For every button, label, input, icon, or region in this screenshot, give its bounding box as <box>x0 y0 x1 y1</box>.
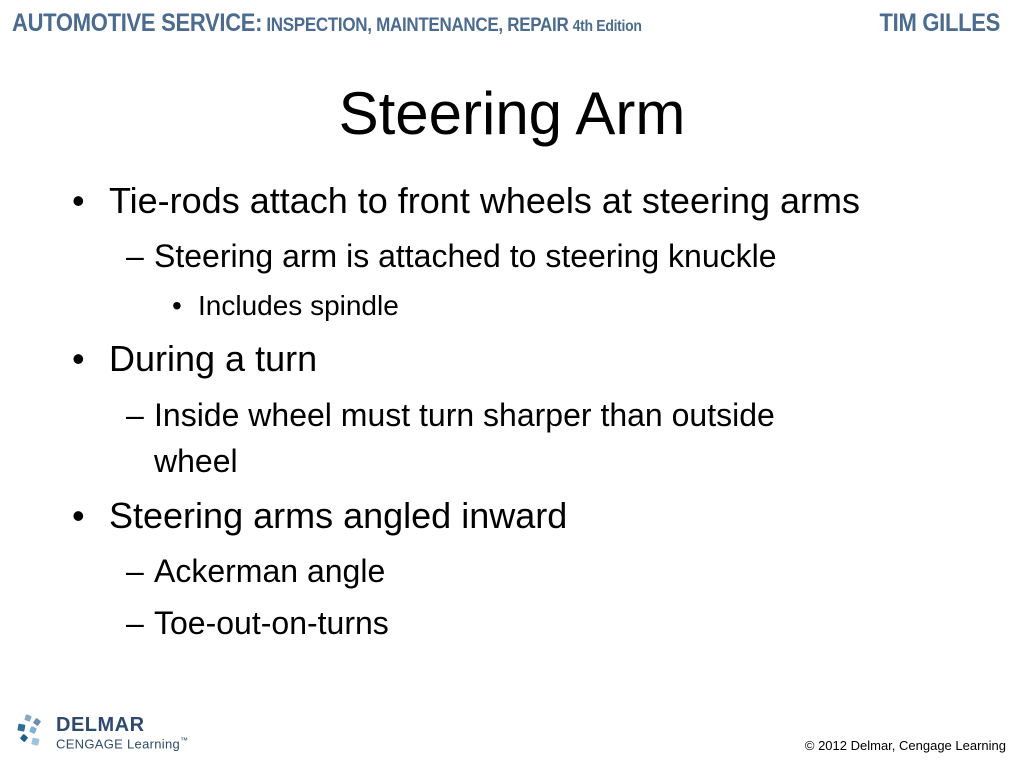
delmar-logo-icon <box>16 714 48 750</box>
dash-marker: – <box>126 238 144 274</box>
dash-marker: – <box>126 605 144 641</box>
book-edition: 4th Edition <box>572 16 642 35</box>
author-name: TIM GILLES <box>879 8 1000 37</box>
sub-bullet-text: wheel <box>154 443 238 479</box>
logo-subtitle-text: CENGAGE Learning <box>56 736 181 752</box>
bullet-dot: • <box>72 495 85 536</box>
bullet-dot: • <box>172 290 182 321</box>
bullet-text: During a turn <box>109 338 318 379</box>
book-title-main: AUTOMOTIVE SERVICE: <box>12 8 263 37</box>
sub-bullet-text: Steering arm is attached to steering knuckle <box>154 238 777 274</box>
book-title-sub: INSPECTION, MAINTENANCE, REPAIR <box>266 13 569 36</box>
logo-name: DELMAR <box>56 714 145 736</box>
logo-trademark: ™ <box>180 736 189 745</box>
logo-subtitle <box>56 736 188 751</box>
copyright-notice: © 2012 Delmar, Cengage Learning <box>804 738 1006 753</box>
sub-sub-bullet-text: Includes spindle <box>198 290 399 321</box>
sub-bullet-text: Toe-out-on-turns <box>154 605 389 641</box>
dash-marker: – <box>126 553 144 589</box>
sub-bullet-text: Ackerman angle <box>154 553 386 589</box>
sub-bullet-text: Inside wheel must turn sharper than outside <box>154 397 775 433</box>
dash-marker: – <box>126 397 144 433</box>
slide-title: Steering Arm <box>338 80 686 147</box>
publisher-logo <box>16 712 196 756</box>
bullet-dot: • <box>72 180 85 221</box>
bullet-text: Steering arms angled inward <box>109 495 568 536</box>
bullet-text: Tie-rods attach to front wheels at steering arms <box>109 180 860 221</box>
bullet-dot: • <box>72 338 85 379</box>
